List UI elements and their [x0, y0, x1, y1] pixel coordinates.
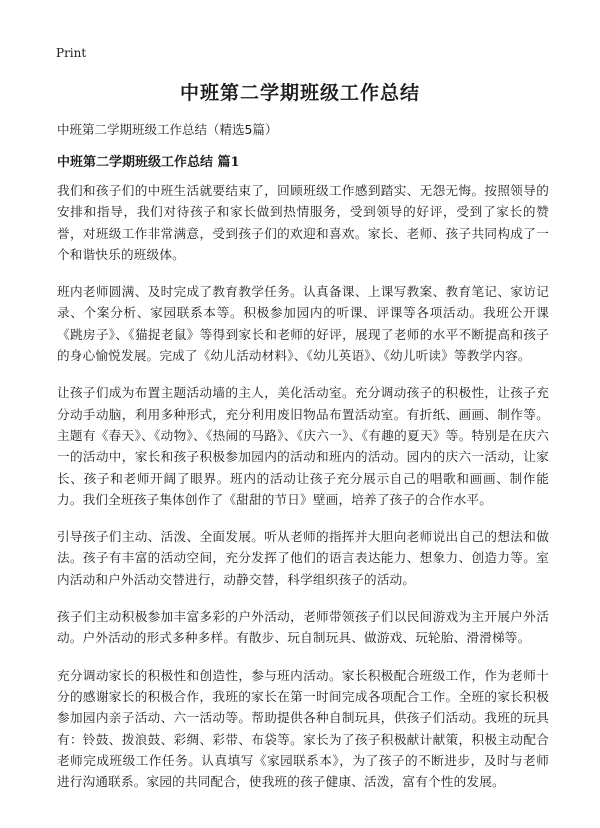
document-body	[57, 180, 549, 808]
paragraph-1: 我们和孩子们的中班生活就要结束了，回顾班级工作感到踏实、无怨无悔。按照领导的安排和指导，我们对待孩子和家长做到热情服务，受到领导的好评，受到了家长的赞誉，对班级工作非常满意，受到孩子们的欢迎和喜欢。家长、老师、孩子共同构成了一个和谐快乐的班级体。	[57, 183, 549, 262]
paragraph-5: 孩子们主动积极参加丰富多彩的户外活动，老师带领孩子们以民间游戏为主开展户外活动。户外活动的形式多种多样。有散步、玩自制玩具、做游戏、玩轮胎、滑滑梯等。	[57, 609, 549, 646]
print-link[interactable]: Print	[56, 46, 87, 60]
page-title: 中班第二学期班级工作总结	[179, 82, 420, 104]
paragraph-3: 让孩子们成为布置主题活动墙的主人，美化活动室。充分调动孩子的积极性，让孩子充分动手动脑，利用多种形式，充分利用废旧物品布置活动室。有折纸、画画、制作等。主题有《春天》、《动物》、《热闹的马路》、《庆六一》、《有趣的夏天》等。特别是在庆六一的活动中，家长和孩子积极参加园内的活动和班内的活动。园内的庆六一活动，让家长、孩子和老师开阔了眼界。班内的活动让孩子充分展示自己的唱歌和画画、制作能力。我们全班孩子集体创作了《甜甜的节日》壁画，培养了孩子的合作水平。	[57, 385, 549, 507]
paragraph-6: 充分调动家长的积极性和创造性，参与班内活动。家长积极配合班级工作，作为老师十分的感谢家长的积极合作，我班的家长在第一时间完成各项配合工作。全班的家长积极参加园内亲子活动、六一活动等。帮助提供各种自制玩具，供孩子们活动。我班的玩具有：铃鼓、拨浪鼓、彩绸、彩带、布袋等。家长为了孩子积极献计献策，积极主动配合老师完成班级工作任务。认真填写《家园联系本》，为了孩子的不断进步，及时与老师进行沟通联系。家园的共同配合，使我班的孩子健康、活泼，富有个性的发展。	[57, 667, 549, 790]
document-subtitle: 中班第二学期班级工作总结（精选5篇）	[57, 122, 278, 137]
paragraph-4: 引导孩子们主动、活泼、全面发展。听从老师的指挥并大胆向老师说出自己的想法和做法。孩子有丰富的活动空间，充分发挥了他们的语言表达能力、想象力、创造力等。室内活动和户外活动交替进行，动静交替，科学组织孩子的活动。	[57, 529, 549, 587]
section-heading: 中班第二学期班级工作总结 篇1	[57, 155, 240, 170]
paragraph-2: 班内老师圆满、及时完成了教育教学任务。认真备课、上课写教案、教育笔记、家访记录、个案分析、家园联系本等。积极参加园内的听课、评课等各项活动。我班公开课《跳房子》、《猫捉老鼠》等得到家长和老师的好评，展现了老师的水平不断提高和孩子的身心愉悦发展。完成了《幼儿活动材料》、《幼儿英语》、《幼儿听读》等教学内容。	[57, 284, 549, 364]
